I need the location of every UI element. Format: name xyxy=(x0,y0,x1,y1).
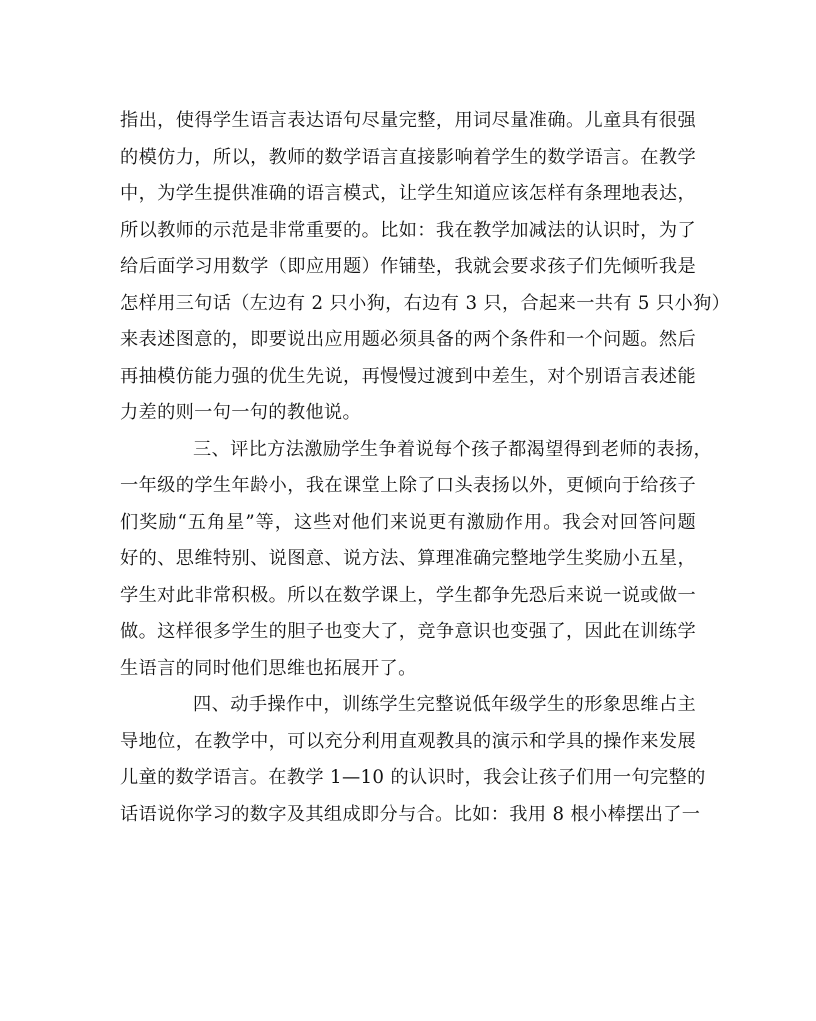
paragraph-2-line-3: 们奖励“五角星”等，这些对他们来说更有激励作用。我会对回答问题 xyxy=(120,511,696,533)
paragraph-3-line-1: 四、动手操作中，训练学生完整说低年级学生的形象思维占主 xyxy=(193,694,696,715)
paragraph-1-line-4: 所以教师的示范是非常重要的。比如：我在教学加减法的认识时，为了 xyxy=(120,219,696,241)
paragraph-3-line-2: 导地位，在教学中，可以充分利用直观教具的演示和学具的操作来发展 xyxy=(120,730,696,752)
paragraph-1-line-5: 给后面学习用数学（即应用题）作铺垫，我就会要求孩子们先倾听我是 xyxy=(120,256,696,277)
document-body xyxy=(120,103,731,833)
paragraph-2-line-4: 好的、思维特别、说图意、说方法、算理准确完整地学生奖励小五星， xyxy=(120,548,696,569)
paragraph-1-line-9: 力差的则一句一句的教他说。 xyxy=(120,402,361,423)
paragraph-2-line-6: 做。这样很多学生的胆子也变大了，竞争意识也变强了，因此在训练学 xyxy=(120,621,696,642)
paragraph-2-line-2: 一年级的学生年龄小，我在课堂上除了口头表扬以外，更倾向于给孩子 xyxy=(120,475,696,496)
paragraph-1-line-2: 的模仿力，所以，教师的数学语言直接影响着学生的数学语言。在教学 xyxy=(120,146,696,168)
paragraph-1-line-8: 再抽模仿能力强的优生先说，再慢慢过渡到中差生，对个别语言表述能 xyxy=(120,365,696,387)
paragraph-1-line-7: 来表述图意的，即要说出应用题必须具备的两个条件和一个问题。然后 xyxy=(120,329,696,350)
paragraph-3-line-3: 儿童的数学语言。在教学 1—10 的认识时，我会让孩子们用一句完整的 xyxy=(120,767,706,788)
paragraph-2-line-5: 学生对此非常积极。所以在数学课上，学生都争先恐后来说一说或做一 xyxy=(120,584,696,606)
paragraph-2-line-7: 生语言的同时他们思维也拓展开了。 xyxy=(120,657,417,679)
paragraph-3-line-4: 话语说你学习的数字及其组成即分与合。比如：我用 8 根小棒摆出了一 xyxy=(120,803,701,825)
paragraph-1-line-6: 怎样用三句话（左边有 2 只小狗，右边有 3 只，合起来一共有 5 只小狗） xyxy=(120,292,731,314)
paragraph-2-line-1: 三、评比方法激励学生争着说每个孩子都渴望得到老师的表扬， xyxy=(193,438,713,460)
paragraph-1-line-3: 中，为学生提供准确的语言模式，让学生知道应该怎样有条理地表达， xyxy=(120,183,696,204)
paragraph-1-line-1: 指出，使得学生语言表达语句尽量完整，用词尽量准确。儿童具有很强 xyxy=(120,110,696,131)
